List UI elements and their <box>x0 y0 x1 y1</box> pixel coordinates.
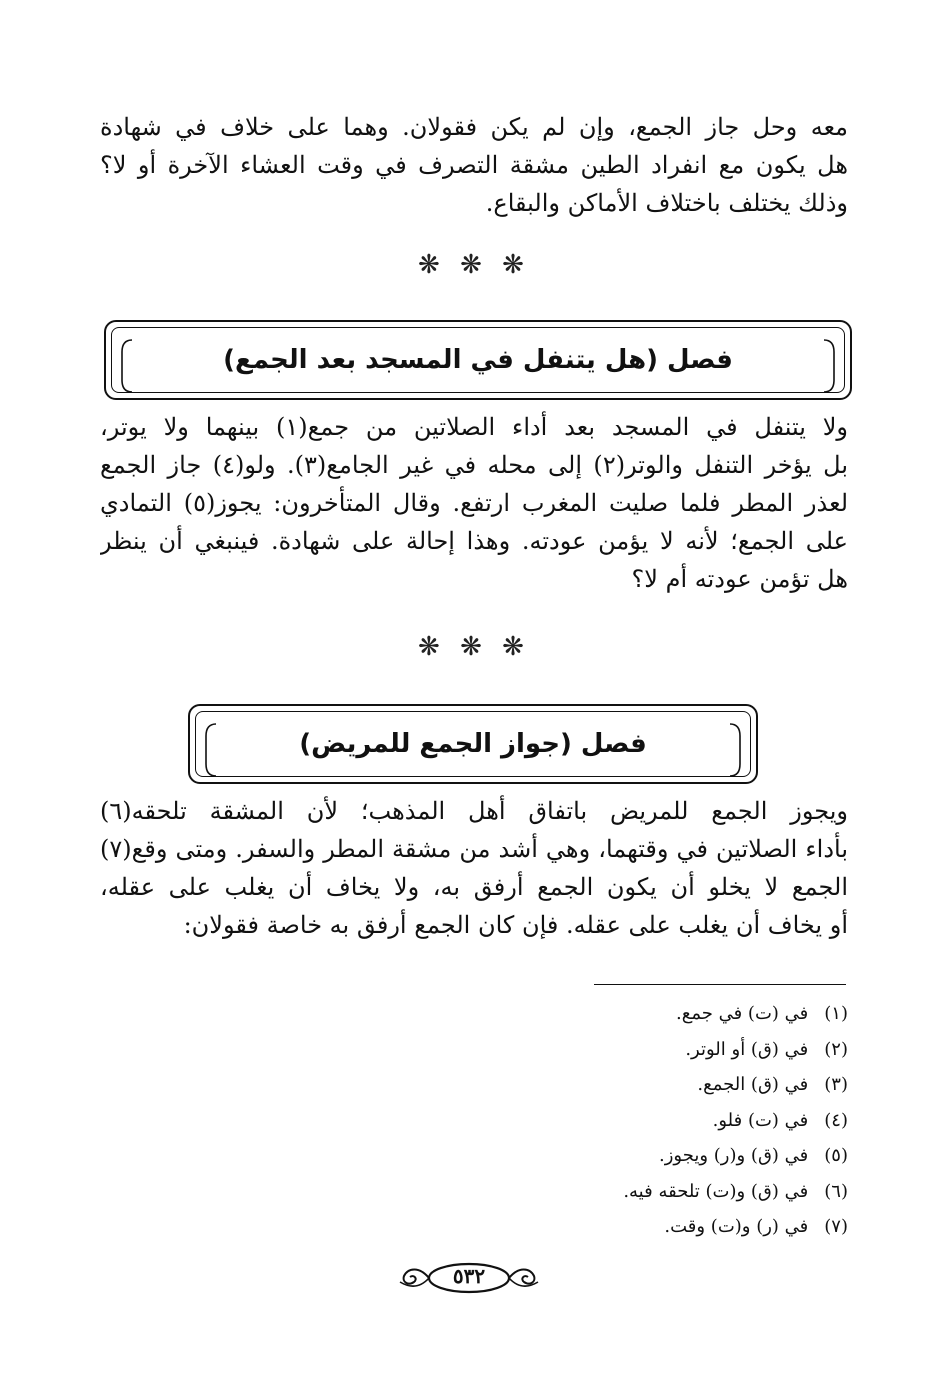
paragraph-1 <box>100 108 848 222</box>
section-heading-inner-border <box>111 327 845 393</box>
section-separator-stars: ❋ ❋ ❋ <box>418 632 530 662</box>
footnote-text: في (ق) و(ر) ويجوز. <box>659 1145 809 1166</box>
footnote-text: في (ق) الجمع. <box>697 1074 809 1095</box>
footnote-item <box>448 1103 848 1139</box>
paragraph-line: على الجمع؛ لأنه لا يؤمن عودته. وهذا إحالة على شهادة. فينبغي أن ينظر <box>100 527 848 555</box>
footnote-number: (٧) <box>824 1216 848 1237</box>
footnote-number: (٤) <box>824 1109 848 1131</box>
footnotes-list <box>448 996 848 1245</box>
footnote-number: (٢) <box>824 1038 848 1060</box>
bracket-ornament-icon <box>822 338 836 394</box>
page-number: ٥٣٢ <box>452 1264 486 1288</box>
footnote-text: في (ت) فلو. <box>712 1109 809 1131</box>
bracket-ornament-icon <box>120 338 134 394</box>
footnote-text: في (ت) في جمع. <box>676 1003 809 1024</box>
section-heading-inner-border <box>195 711 751 777</box>
footnote-text: في (ق) و(ت) تلحقه فيه. <box>623 1180 809 1202</box>
paragraph-line: لعذر المطر فلما صليت المغرب ارتفع. وقال المتأخرون: يجوز(٥) التمادي <box>100 489 848 517</box>
bracket-ornament-icon <box>728 722 742 778</box>
section-separator-stars: ❋ ❋ ❋ <box>418 250 530 280</box>
footnote-item <box>448 1174 848 1210</box>
section-heading-title: فصل (هل يتنفل في المسجد بعد الجمع) <box>223 345 733 375</box>
section-heading-frame <box>188 704 758 784</box>
footnote-item <box>448 1032 848 1068</box>
paragraph-line: بأداء الصلاتين في وقتهما، وهي أشد من مشقة المطر والسفر. ومتى وقع(٧) <box>100 835 848 863</box>
footnote-item <box>448 1138 848 1174</box>
footnote-divider <box>594 984 846 985</box>
section-heading-frame <box>104 320 852 400</box>
paragraph-line: الجمع لا يخلو أن يكون الجمع أرفق به، ولا يخاف أن يغلب على عقله، <box>100 873 848 901</box>
paragraph-line: معه وحل جاز الجمع، وإن لم يكن فقولان. وهما على خلاف في شهادة <box>100 113 848 141</box>
paragraph-line: هل تؤمن عودته أم لا؟ <box>631 565 848 593</box>
page-number-ornament <box>394 1260 544 1296</box>
paragraph-line: ولا يتنفل في المسجد بعد أداء الصلاتين من جمع(١) بينهما ولا يوتر، <box>100 413 848 441</box>
paragraph-line: ويجوز الجمع للمريض باتفاق أهل المذهب؛ لأن المشقة تلحقه(٦) <box>100 797 848 825</box>
footnote-number: (٦) <box>824 1180 848 1202</box>
paragraph-line: أو يخاف أن يغلب على عقله. فإن كان الجمع أرفق به خاصة فقولان: <box>183 911 848 939</box>
footnote-item <box>448 1067 848 1103</box>
footnote-text: في (ر) و(ت) وقت. <box>664 1216 809 1237</box>
bracket-ornament-icon <box>204 722 218 778</box>
footnote-number: (٣) <box>824 1074 848 1095</box>
paragraph-line: وذلك يختلف باختلاف الأماكن والبقاع. <box>485 189 848 217</box>
paragraph-3 <box>100 792 848 944</box>
footnote-number: (٥) <box>824 1145 848 1166</box>
footnote-item <box>448 996 848 1032</box>
footnote-text: في (ق) أو الوتر. <box>685 1038 809 1060</box>
section-heading-title: فصل (جواز الجمع للمريض) <box>299 729 647 759</box>
footnote-item <box>448 1209 848 1245</box>
paragraph-line: هل يكون مع انفراد الطين مشقة التصرف في وقت العشاء الآخرة أو لا؟ <box>100 151 848 179</box>
footnote-number: (١) <box>824 1003 848 1024</box>
paragraph-line: بل يؤخر التنفل والوتر(٢) إلى محله في غير الجامع(٣). ولو(٤) جاز الجمع <box>100 451 848 479</box>
paragraph-2 <box>100 408 848 598</box>
